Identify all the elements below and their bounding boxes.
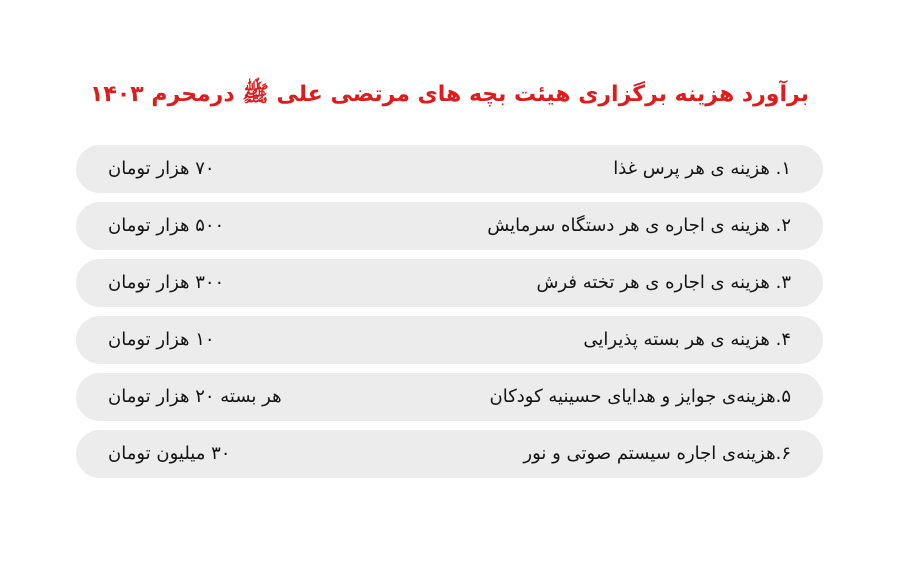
page-title: برآورد هزینه برگزاری هیئت بچه های مرتضی علی ﷺ درمحرم ۱۴۰۳ [90, 81, 809, 107]
cost-row [76, 373, 823, 421]
cost-item-label: ۵.هزینه‌ی جوایز و هدایای حسینیه کودکان [489, 386, 791, 407]
cost-item-price: ۳۰ میلیون تومان [108, 443, 231, 464]
cost-item-label: ۳. هزینه ی اجاره ی هر تخته فرش [536, 272, 791, 293]
cost-item-label: ۶.هزینه‌ی اجاره سیستم صوتی و نور [523, 443, 791, 464]
cost-item-label: ۴. هزینه ی هر بسته پذیرایی [583, 329, 791, 350]
cost-row [76, 316, 823, 364]
cost-item-label: ۱. هزینه ی هر پرس غذا [613, 158, 791, 179]
cost-row [76, 145, 823, 193]
cost-row [76, 259, 823, 307]
cost-item-price: ۳۰۰ هزار تومان [108, 272, 225, 293]
cost-item-price: ۱۰ هزار تومان [108, 329, 215, 350]
cost-item-price: ۷۰ هزار تومان [108, 158, 215, 179]
cost-row [76, 202, 823, 250]
cost-item-price: هر بسته ۲۰ هزار تومان [108, 386, 282, 407]
cost-row [76, 430, 823, 478]
cost-item-label: ۲. هزینه ی اجاره ی هر دستگاه سرمایش [487, 215, 791, 236]
cost-list [76, 145, 823, 487]
cost-item-price: ۵۰۰ هزار تومان [108, 215, 225, 236]
